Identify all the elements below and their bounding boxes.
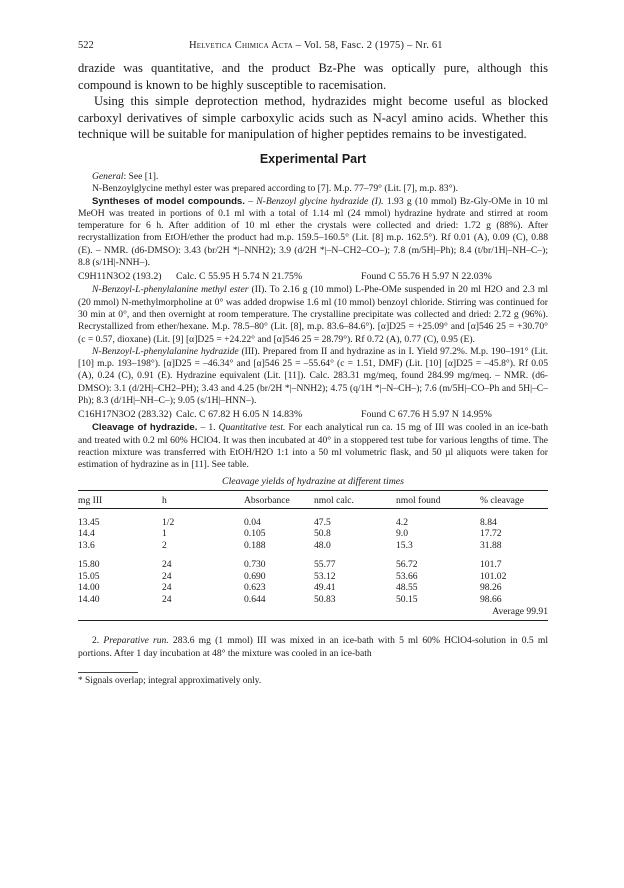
table-cell: 1/2 — [162, 516, 175, 528]
table-row — [78, 594, 548, 606]
table-cell: 24 — [162, 570, 172, 582]
intro-paragraph-1: drazide was quantitative, and the product Bz-Phe was optically pure, although this compound is known to be highly susceptible to racemisation. — [78, 61, 548, 92]
table-cell: 14.4 — [78, 528, 95, 540]
methyl-ester-paragraph: N-Benzoyl-L-phenylalanine methyl ester (II). To 2.16 g (10 mmol) L-Phe-OMe suspended in 20 ml H2O and 2.3 ml (20 mmol) N-methylmorpholine at 0° was added dropwise 1.6 ml (10 mmol) benzoyl chloride. Stirring was continued for 30 min at 0°, and then overnight at room temperature. The crystalline precipitate was collected and dried: 2.72 g (96%). Recrystallized from ether/hexane. M.p. 78.5–80° (Lit. [8], m.p. 83.6–84.6°). [α]D25 = +25.09° and [α]546 25 = +30.70° (c = 0.57, dioxane) (Lit. [9] [α]D25 = +24.22° and [α]546 25 = 28.79°). Rf 0.72 (A), 0.77 (C), 0.95 (E). — [78, 284, 548, 345]
intro-paragraph-2: Using this simple deprotection method, hydrazides might become useful as blocked carboxyl derivatives of simple carboxylic acids such as N-acyl amino acids. Whether this technique will be suitable for manipulation of higher peptides remains to be investigated. — [78, 94, 548, 142]
table-cell: 49.41 — [314, 582, 336, 594]
paper-page — [78, 40, 548, 686]
table-cell: 101.7 — [480, 559, 502, 571]
table-header-cell: h — [162, 490, 244, 508]
preparative-paragraph: 2. Preparative run. 283.6 mg (1 mmol) III was mixed in an ice-bath with 5 ml 60% HClO4-solution in 0.5 ml portions. After 1 day incubation at 48° the mixture was cooled in an ice-bath — [78, 635, 549, 659]
table-cell: 0.623 — [244, 582, 266, 594]
table-cell: 98.26 — [480, 582, 502, 594]
table-cell: 9.0 — [396, 528, 408, 540]
table-cell: 15.80 — [78, 559, 100, 571]
table-cell: 14.40 — [78, 594, 100, 606]
table-cell: 0.04 — [244, 516, 261, 528]
table-header-row — [78, 490, 548, 508]
table-cell: 53.66 — [396, 570, 418, 582]
section-heading: Experimental Part — [259, 151, 367, 166]
table-cell: 15.05 — [78, 570, 100, 582]
table-row — [78, 571, 548, 583]
table-cell: 56.72 — [396, 559, 418, 571]
footnote-rule — [78, 672, 138, 673]
table-cell: 50.83 — [314, 594, 336, 606]
table-cell: 13.45 — [78, 516, 100, 528]
table-cell: 4.2 — [396, 516, 408, 528]
table-cell: 0.105 — [244, 528, 266, 540]
journal-citation: Helvetica Chimica Acta – Vol. 58, Fasc. 2 (1975) – Nr. 61 — [189, 40, 443, 51]
table-row — [78, 508, 548, 528]
table-row — [78, 551, 548, 571]
elemental-analysis-1: C9H11N3O2 (193.2) Calc. C 55.95 H 5.74 N 21.75% Found C 55.76 H 5.97 N 22.03% — [78, 271, 492, 283]
table-cell: 8.84 — [480, 516, 497, 528]
table-cell: 14.00 — [78, 582, 100, 594]
table-cell: 2 — [162, 539, 167, 551]
synthesis-paragraph: Syntheses of model compounds. – N-Benzoyl glycine hydrazide (I). 1.93 g (10 mmol) Bz-Gly-OMe in 10 ml MeOH was treated in portions of 0.1 ml with a total of 1.14 ml (24 mmol) hydrazine hydrate and stirred at room temperature for 6 h. After addition of 10 ml ether the crystals were collected and dried: 1.72 g (88%). After recrystallization from EtOH/ether the product had m.p. 159.5–160.5° (Lit. [8] m.p. 162.5°). Rf 0.01 (A), 0.09 (C), 0.88 (E). – NMR. (d6-DMSO): 3.43 (br/2H *|–NNH2); 3.9 (d/2H *|–N–CH2–CO–); 7.8 (m/5H|–Ph); 8.4 (t/br/1H|–NH–C–); 8.8 (s/1H|-NNH–). — [78, 195, 548, 269]
table-cell: 50.8 — [314, 528, 331, 540]
table-header-cell: nmol found — [396, 490, 480, 508]
ester-prep-paragraph: N-Benzoylglycine methyl ester was prepared according to [7]. M.p. 77–79° (Lit. [7], m.p. 83°). — [92, 183, 459, 195]
table-row — [78, 528, 548, 540]
table-header-cell: mg III — [78, 490, 162, 508]
footnote: * Signals overlap; integral approximatively only. — [78, 675, 262, 686]
table-cell: 47.5 — [314, 516, 331, 528]
table-header-cell: % cleavage — [480, 490, 548, 508]
table-cell: 55.77 — [314, 559, 336, 571]
cleavage-paragraph: Cleavage of hydrazide. – 1. Quantitative test. For each analytical run ca. 15 mg of III was cooled in an ice-bath and treated with 0.2 ml 60% HClO4. It was then incubated at 40° in a stoppered test tube for various lengths of time. The reaction mixture was transferred with EtOH/H2O 1:1 into a 50 ml volumetric flask, and 50 µl aliquots were taken for estimation of hydrazine as in [11]. See table. — [78, 422, 548, 471]
table-cell: 50.15 — [396, 594, 418, 606]
table-header-cell: Absorbance — [244, 490, 314, 508]
table-cell: 53.12 — [314, 570, 336, 582]
table-cell: 17.72 — [480, 528, 502, 540]
table-average-row — [78, 606, 548, 621]
table-row — [78, 540, 548, 552]
general-note: General: See [1]. — [92, 170, 159, 182]
table-cell: 101.02 — [480, 570, 507, 582]
hydrazide-paragraph: N-Benzoyl-L-phenylalanine hydrazide (III). Prepared from II and hydrazine as in I. Yield 97.2%. M.p. 190–191° (Lit. [10] m.p. 193–198°). [α]D25 = –46.34° and [α]546 25 = –55.64° (c = 1.51, DMF) (Lit. [10] [α]D25 = –45.8°). Rf 0.05 (A), 0.24 (C), 0.91 (E). Hydrazine equivalent (Lit. [11]). Calc. 283.31 mg/meq, found 284.99 mg/meq. – NMR. (d6-DMSO): 3.1 (d/2H|–CH2–PH); 3.43 and 4.25 (br/2H *|–NNH2); 4.75 (q/1H *|–N–CH–); 7.6 (m/5H|–CO–Ph and 5H|–C–Ph); 8.3 (d/1H|–NH–C–); 9.05 (s/1H|–HNN–). — [78, 345, 548, 407]
subsection-heading: Syntheses of model compounds. — [92, 195, 245, 207]
table-header-cell: nmol calc. — [314, 490, 396, 508]
table-row — [78, 582, 548, 594]
table-cell: 48.55 — [396, 582, 418, 594]
table-cell: 31.88 — [480, 539, 502, 551]
table-cell: 15.3 — [396, 539, 413, 551]
elemental-analysis-2: C16H17N3O2 (283.32) Calc. C 67.82 H 6.05 N 14.83% Found C 67.76 H 5.97 N 14.95% — [78, 409, 492, 421]
table-cell: 24 — [162, 594, 172, 606]
table-cell: 98.66 — [480, 594, 502, 606]
table-cell: 0.188 — [244, 539, 266, 551]
table-cell: 13.6 — [78, 539, 95, 551]
page-number: 522 — [78, 40, 94, 51]
table-cell: 24 — [162, 559, 172, 571]
table-cell: 0.644 — [244, 594, 266, 606]
cleavage-table — [78, 490, 548, 622]
table-cell: 0.690 — [244, 570, 266, 582]
running-header — [78, 40, 548, 60]
table-cell: 24 — [162, 582, 172, 594]
table-average: Average 99.91 — [78, 606, 548, 621]
table-cell: 0.730 — [244, 559, 266, 571]
table-caption: Cleavage yields of hydrazine at different times — [222, 475, 404, 487]
table-cell: 1 — [162, 528, 167, 540]
table-cell: 48.0 — [314, 539, 331, 551]
subsection-heading: Cleavage of hydrazide. — [92, 422, 198, 434]
